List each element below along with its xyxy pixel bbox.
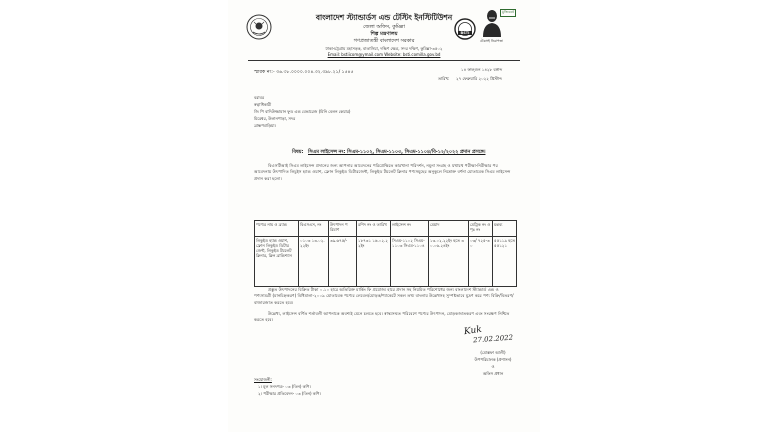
signatory-name: (মোস্তফা আলী) <box>480 350 506 355</box>
body-paragraph-3: উল্লেখ্য, লাইসেন্স বর্ণিত শর্তাবলী আপনাকে অবশ্যই মেনে চলতে হবে। স্বাস্থ্যসম্মত পরিবেশে পণ্যের উৎপাদন, মোড়কজাতকরণ এবং সংরক্ষণ নিশ্চিত করতে হবে। <box>254 311 510 323</box>
table-header-row <box>255 221 517 237</box>
table-cell: ৫৫১১৯ হতে ৫৫১২১ <box>493 237 517 287</box>
enclosure-item-1: ১। মূল সনদপত্র- ০৩ (তিন) কপি। <box>258 384 311 389</box>
office-contact: Email: bstiicom@ymail.com Website: bsti.comilla.gov.bd <box>327 52 441 57</box>
table-cell: ০৩/ ৭২৫-৩০ <box>469 237 493 287</box>
table-cell: সিএম-১১০২ সিএম-১১০৩ সিএম-১১০৪ <box>391 237 429 287</box>
header-divider <box>248 60 520 61</box>
signatory-and: ও <box>491 364 495 369</box>
date-english: ২৭ ফেব্রুয়ারি ২০২২ খ্রিস্টাব্দ <box>456 76 502 81</box>
table-cell: লিকুইড হ্যান্ড ওয়াশ, ফ্রোন লিকুইড ডিটারজেন্ট, লিকুইড টয়লেট ক্লিনার, ক্লিন ব্রান্ডিশ্যান <box>255 237 299 287</box>
ministry-name: শিল্প মন্ত্রণালয় <box>370 31 398 37</box>
right-caption: টেকসই নিরাপত্তা <box>480 39 503 43</box>
table-header-cell: মন্তব্য <box>493 221 517 237</box>
license-table <box>254 220 517 287</box>
to-label: বরাবর <box>254 95 265 100</box>
signatory-office: অফিস প্রধান <box>482 371 504 376</box>
enclosure-item-2: ২। পরীক্ষার প্রতিবেদন- ০৩ (তিন) কপি। <box>258 391 321 396</box>
table-header-cell: মেয়াদ <box>429 221 469 237</box>
table-cell: ০১০৩ ১৩.০২.২২ইং <box>299 237 329 287</box>
body-paragraph-2: প্রস্তুত উৎপাদনের বিক্রিত টাকা ০.১০ হারে অতিরিক্ত মার্কিং ফি প্রযোজ্য হারে প্রদান সহ নিয়মিত পরিশোধের জন্য বাংলাদেশ স্ট্যান্ডার্ড এন্ড ও পণ্যসামগ্রী (মানচিহ্নকরণ) বিধিমালা-২০০৯ মোতাবেক পণ্যের লেবেল/মোড়ক/প্যাকেটে সকল তথ্য বাংলায় উল্লেখসহ সুস্পষ্টভাবে মুদ্রণ করে পণ্য বিক্রি/বিতরণ/বাজারজাত করতে হবে। <box>254 287 514 305</box>
table-cell: ১৮৭৩১ ১৬.০২.২২ইং <box>357 237 391 287</box>
table-cell: ১৩.০২.২২ইং হতে ৩০.০৬.২৪ইং <box>429 237 469 287</box>
recipient-line-4: ব্রাহ্মণবাড়িয়া। <box>254 123 277 128</box>
memo-number: স্মারক নং:- ৩৬.৩৮.০০০০.০০৪.৩২.৩৯৮.২১/ ১৫৪৫ <box>254 70 354 75</box>
district-office: জেলা অফিস, কুমিল্লা <box>363 24 405 30</box>
table-header-cell: উৎপাদন পরিমাণ <box>329 221 357 237</box>
bsti-logo-text: BSTI <box>460 31 470 35</box>
recipient-line-1: স্বত্বাধিকারী <box>254 102 272 107</box>
table-header-cell: বিএসএস, নং <box>299 221 329 237</box>
date-bangla: ১৪ ফাল্গুন ১৪২৮ বঙ্গাব্দ <box>461 67 503 72</box>
recipient-line-3: মিরেশ্বর, উলানপাড়া, সদর <box>254 116 296 121</box>
government-name: গণপ্রজাতন্ত্রী বাংলাদেশ সরকার <box>353 38 415 44</box>
letter-page <box>228 0 540 432</box>
office-address: ঢাকা-চট্টগ্রাম মহাসড়ক, বাতাসিয়া, দক্ষিণ ক্ষেত্র, সদর দক্ষিণ, কুমিল্লা-৩৫০২ <box>325 46 443 51</box>
subject-text: সিএম লাইসেন্স নং: সিএম-১১০২, সিএম-১১০৩, সিএম-১১০৪/বি-১২/২০২২ প্রদান প্রসঙ্গে। <box>308 150 486 155</box>
date-label: তারিখ: <box>438 76 450 81</box>
table-header-cell: রশিদ নং ও তারিখ <box>357 221 391 237</box>
signature-scribble: Kuk <box>463 324 483 338</box>
bsti-logo-icon <box>454 18 476 40</box>
portrait-icon <box>482 7 502 37</box>
table-header-cell: মেট্রিক নং ও পৃঃ নং <box>469 221 493 237</box>
body-paragraph-1: বিএসটিআই সিএম লাইসেন্স প্রদানের জন্য আপনার আবেদনের পরিপ্রেক্ষিতে কারখানা পরিদর্শন, নমুনা সংগ্রহ ও যথাযথ পরীক্ষা-নিরীক্ষার পর আবেদনায় উৎপাদিত লিচুইস হ্যান্ড ওয়াশ, ফ্রোন লিকুইড ডিটারজেন্ট, লিকুইড টয়লেট ক্লিনার পণ্যসমূহের অনুকূলে নিম্নোক্ত বর্ণনা মোতাবেক সিএম লাইসেন্স প্রদান করা হলো। <box>254 163 511 181</box>
recipient-line-2: জি পি বাদিউজ্জামান ফুড এন্ড বেভারেজ (মিনি বেলন কেয়ার) <box>254 109 351 114</box>
table-header-cell: পণ্যের নাম ও ব্র্যান্ড <box>255 221 299 237</box>
signatory-designation: উপপরিচালক (প্রশাসন) <box>474 357 512 362</box>
table-row <box>255 237 517 287</box>
subject-label: বিষয়: <box>292 150 304 155</box>
mujib-year-badge: মুজিববর্ষ <box>500 9 516 17</box>
signature-date: 27.02.2022 <box>472 333 514 345</box>
table-header-cell: লাইসেন্স নং <box>391 221 429 237</box>
organization-title: বাংলাদেশ স্ট্যান্ডার্ডস এন্ড টেস্টিং ইনস্টিটিউশন <box>315 13 453 22</box>
enclosure-label: সংযোজনী: <box>254 377 272 382</box>
table-cell: ৩৯.৬৭৫/- <box>329 237 357 287</box>
